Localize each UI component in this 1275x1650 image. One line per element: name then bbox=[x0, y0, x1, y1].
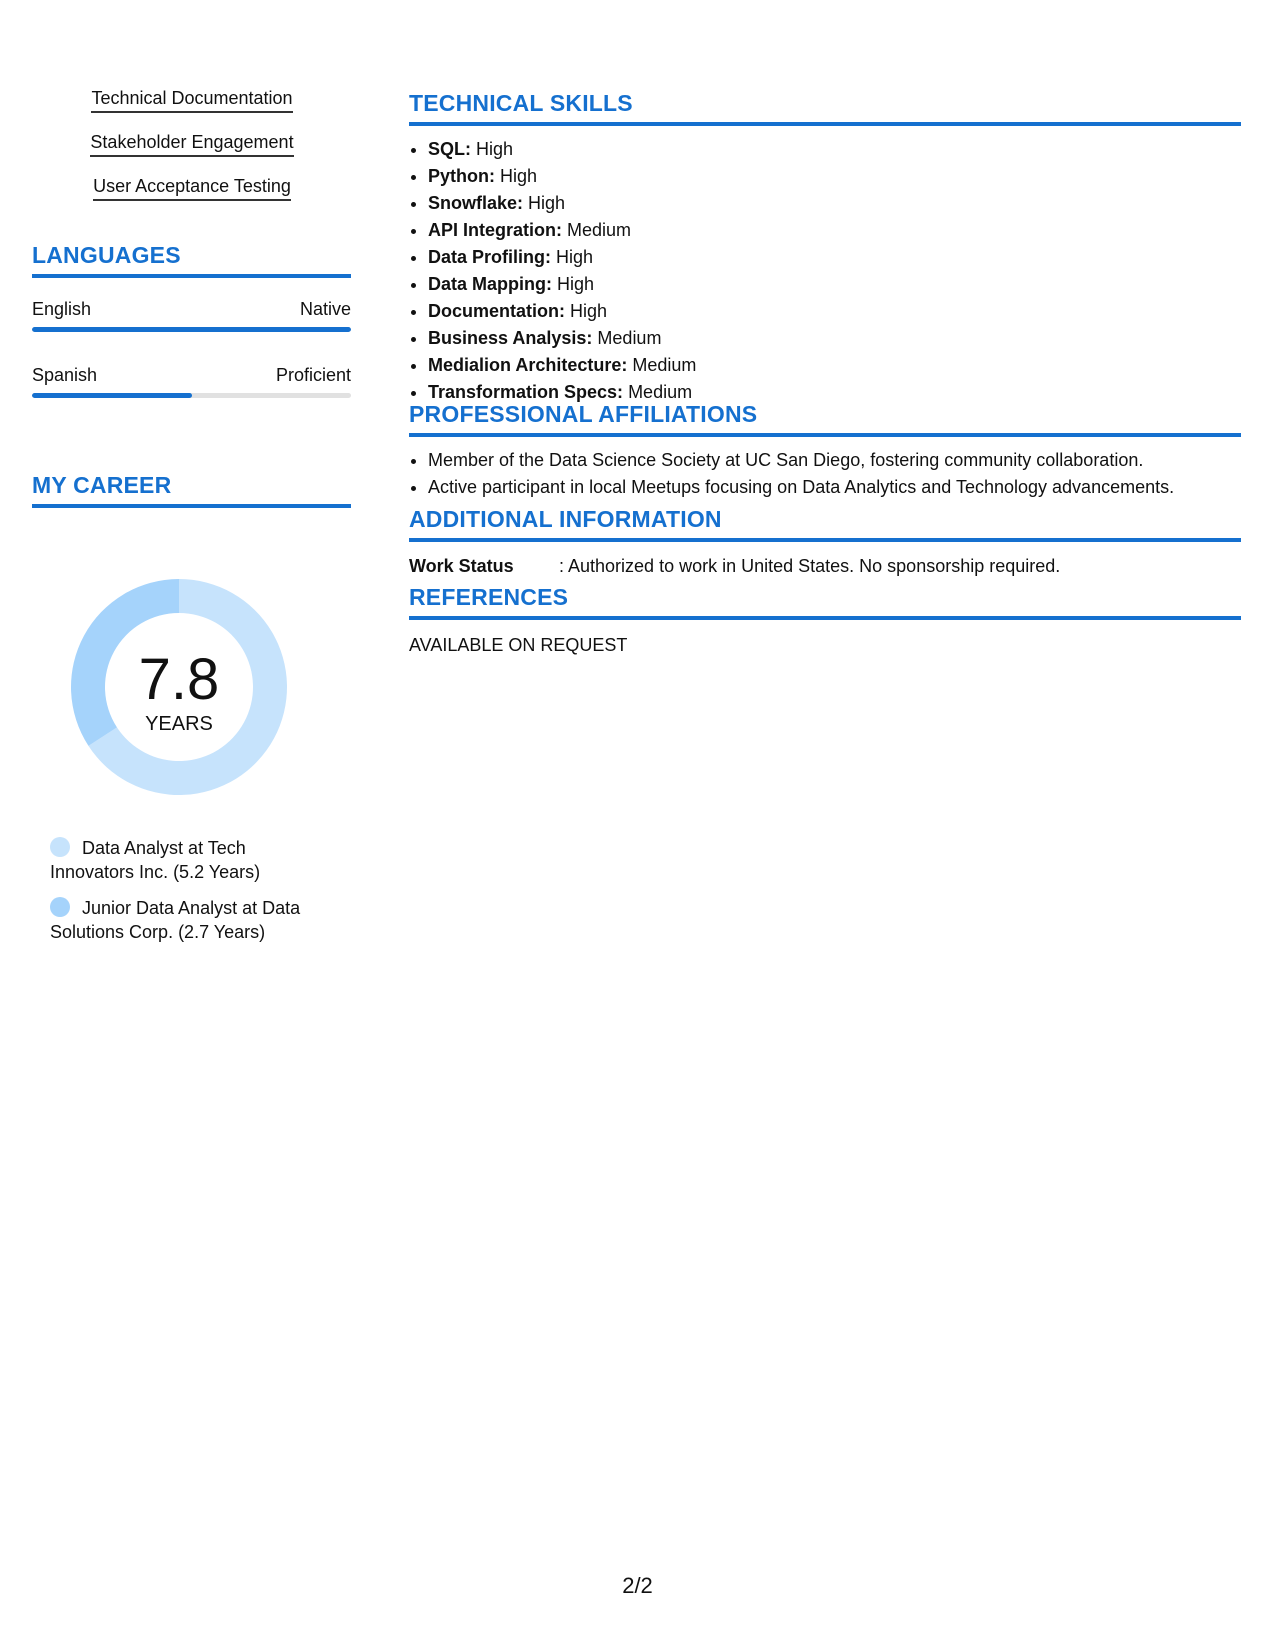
skill-level: Medium bbox=[567, 220, 632, 240]
list-item bbox=[428, 217, 696, 244]
career-total-years: 7.8 bbox=[138, 647, 220, 712]
technical-skills-heading: TECHNICAL SKILLS bbox=[409, 88, 1241, 126]
skill-tag: Stakeholder Engagement bbox=[90, 130, 293, 157]
skill-level: High bbox=[500, 166, 538, 186]
skill-name: API Integration: bbox=[428, 220, 562, 240]
affiliations-heading: PROFESSIONAL AFFILIATIONS bbox=[409, 399, 1241, 437]
language-bar-fill bbox=[32, 393, 192, 398]
language-bar bbox=[32, 393, 351, 398]
language-bar-fill bbox=[32, 327, 351, 332]
additional-info-heading: ADDITIONAL INFORMATION bbox=[409, 504, 1241, 542]
career-years-label: YEARS bbox=[145, 713, 213, 735]
skill-name: Medialion Architecture: bbox=[428, 355, 628, 375]
skill-level: High bbox=[557, 274, 595, 294]
legend-item bbox=[50, 896, 330, 944]
work-status-row bbox=[409, 554, 1241, 578]
language-name: Spanish bbox=[32, 365, 98, 385]
page-number: 2/2 bbox=[622, 1573, 653, 1598]
language-row bbox=[32, 297, 351, 321]
list-item bbox=[428, 244, 696, 271]
career-donut-chart bbox=[66, 574, 292, 800]
skill-level: High bbox=[556, 247, 594, 267]
legend-dot bbox=[50, 837, 70, 857]
list-item bbox=[428, 352, 696, 379]
skill-name: Documentation: bbox=[428, 301, 565, 321]
skill-level: Medium bbox=[632, 355, 697, 375]
affiliations-list bbox=[409, 447, 1174, 501]
skill-level: High bbox=[528, 193, 566, 213]
career-heading: MY CAREER bbox=[32, 470, 351, 508]
work-status-value: : Authorized to work in United States. No sponsorship required. bbox=[559, 556, 1061, 576]
list-item: • Member of the Data Science Society at UC San Diego, fostering community collaboration. bbox=[428, 447, 1174, 474]
legend-item bbox=[50, 836, 330, 884]
list-item bbox=[428, 190, 696, 217]
skill-tag: Technical Documentation bbox=[91, 86, 292, 113]
skill-tags bbox=[32, 86, 352, 218]
references-text: AVAILABLE ON REQUEST bbox=[409, 635, 628, 655]
skill-name: SQL: bbox=[428, 139, 471, 159]
language-name: English bbox=[32, 299, 92, 319]
skill-level: Medium bbox=[628, 382, 693, 402]
skill-name: Data Profiling: bbox=[428, 247, 552, 267]
list-item: • Active participant in local Meetups focusing on Data Analytics and Technology advancements. bbox=[428, 474, 1174, 501]
legend-label: Junior Data Analyst at Data Solutions Corp. (2.7 Years) bbox=[50, 898, 301, 942]
skill-name: Business Analysis: bbox=[428, 328, 593, 348]
language-level: Proficient bbox=[275, 365, 351, 385]
skill-name: Python: bbox=[428, 166, 495, 186]
skill-name: Data Mapping: bbox=[428, 274, 552, 294]
technical-skills-list bbox=[409, 136, 696, 406]
references-heading: REFERENCES bbox=[409, 582, 1241, 620]
legend-dot bbox=[50, 897, 70, 917]
skill-level: High bbox=[476, 139, 514, 159]
skill-tag: User Acceptance Testing bbox=[93, 174, 291, 201]
work-status-label: Work Status bbox=[409, 556, 514, 576]
skill-name: Snowflake: bbox=[428, 193, 524, 213]
skill-level: High bbox=[570, 301, 608, 321]
list-item bbox=[428, 136, 696, 163]
list-item bbox=[428, 298, 696, 325]
languages-heading: LANGUAGES bbox=[32, 240, 351, 278]
skill-name: Transformation Specs: bbox=[428, 382, 624, 402]
donut-center bbox=[66, 574, 292, 800]
language-row bbox=[32, 363, 351, 387]
language-bar bbox=[32, 327, 351, 332]
career-legend bbox=[50, 836, 330, 956]
list-item bbox=[428, 325, 696, 352]
language-level: Native bbox=[299, 299, 351, 319]
skill-level: Medium bbox=[597, 328, 662, 348]
legend-label: Data Analyst at Tech Innovators Inc. (5.2 Years) bbox=[50, 838, 261, 882]
list-item bbox=[428, 163, 696, 190]
list-item bbox=[428, 271, 696, 298]
